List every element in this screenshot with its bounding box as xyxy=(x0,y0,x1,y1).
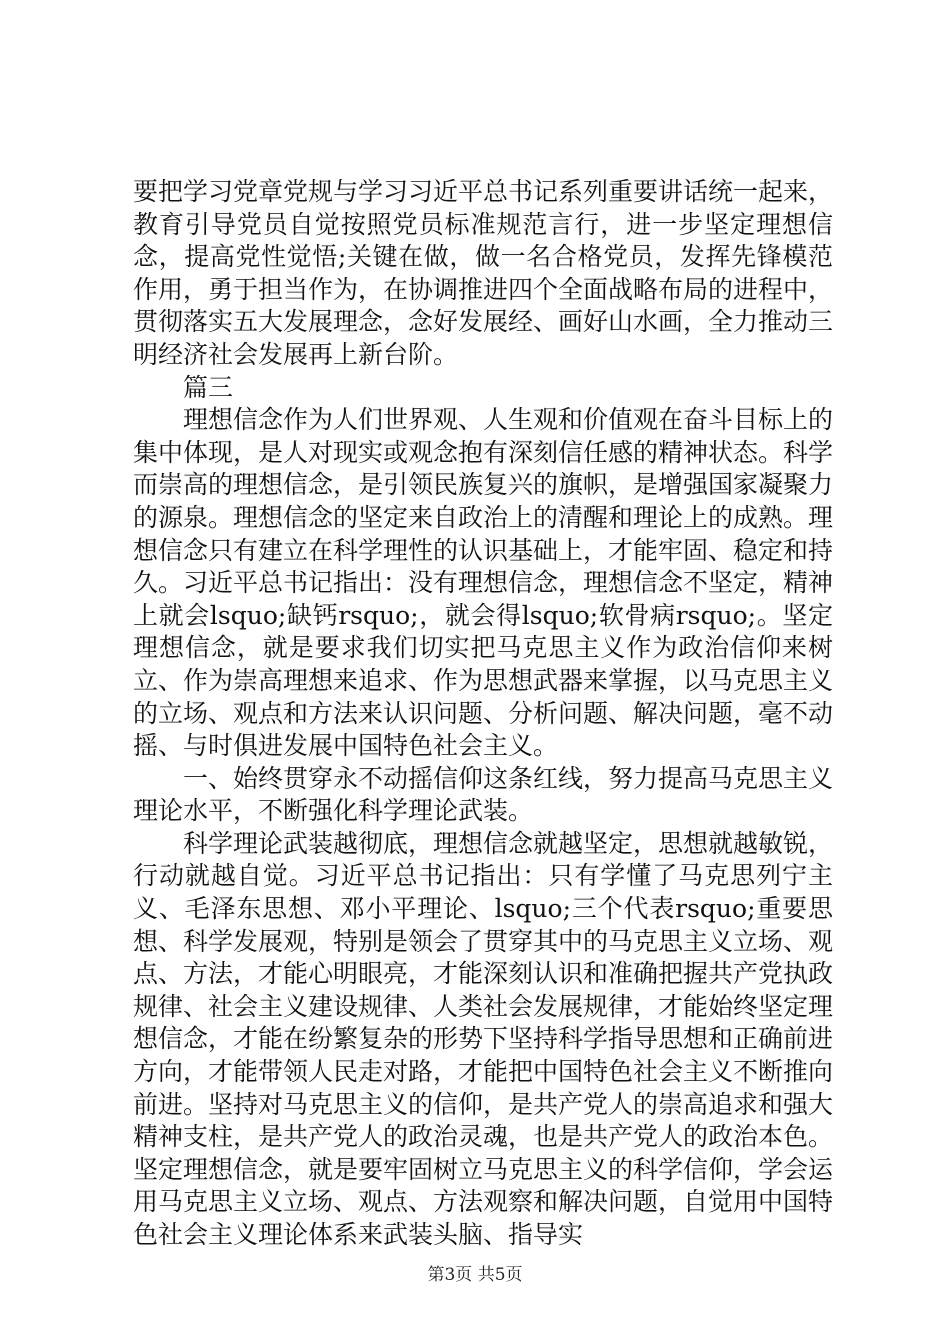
paragraph-ideals: 理想信念作为人们世界观、人生观和价值观在奋斗目标上的集中体现，是人对现实或观念抱有深刻信任感的精神状态。科学而崇高的理想信念，是引领民族复兴的旗帜，是增强国家凝聚力的源泉。理想信念的坚定来自政治上的清醒和理论上的成熟。理想信念只有建立在科学理性的认识基础上，才能牢固、稳定和持久。习近平总书记指出：没有理想信念，理想信念不坚定，精神上就会lsquo;缺钙rsquo;，就会得lsquo;软骨病rsquo;。坚定理想信念，就是要求我们切实把马克思主义作为政治信仰来树立、作为崇高理想来追求、作为思想武器来掌握，以马克思主义的立场、观点和方法来认识问题、分析问题、解决问题，毫不动摇、与时俱进发展中国特色社会主义。 xyxy=(133,405,834,761)
body-text xyxy=(133,176,833,1252)
paragraph-theory: 科学理论武装越彻底，理想信念就越坚定，思想就越敏锐，行动就越自觉。习近平总书记指出：只有学懂了马克思列宁主义、毛泽东思想、邓小平理论、lsquo;三个代表rsquo;重要思想、科学发展观，特别是领会了贯穿其中的马克思主义立场、观点、方法，才能心明眼亮，才能深刻认识和准确把握共产党执政规律、社会主义建设规律、人类社会发展规律，才能始终坚定理想信念，才能在纷繁复杂的形势下坚持科学指导思想和正确前进方向，才能带领人民走对路，才能把中国特色社会主义不断推向前进。坚持对马克思主义的信仰，是共产党人的崇高追求和强大精神支柱，是共产党人的政治灵魂，也是共产党人的政治本色。坚定理想信念，就是要牢固树立马克思主义的科学信仰，学会运用马克思主义立场、观点、方法观察和解决问题，自觉用中国特色社会主义理论体系来武装头脑、指导实 xyxy=(133,828,834,1249)
section-heading-pian-san: 篇三 xyxy=(183,372,234,402)
paragraph-intro: 要把学习党章党规与学习习近平总书记系列重要讲话统一起来，教育引导党员自觉按照党员标准规范言行，进一步坚定理想信念，提高党性觉悟;关键在做，做一名合格党员，发挥先锋模范作用，勇于担当作为，在协调推进四个全面战略布局的进程中，贯彻落实五大发展理念，念好发展经、画好山水画，全力推动三明经济社会发展再上新台阶。 xyxy=(133,177,834,369)
page-number-footer: 第3页 共5页 xyxy=(427,1265,523,1285)
paragraph-point-one: 一、始终贯穿永不动摇信仰这条红线，努力提高马克思主义理论水平，不断强化科学理论武装。 xyxy=(133,763,834,826)
